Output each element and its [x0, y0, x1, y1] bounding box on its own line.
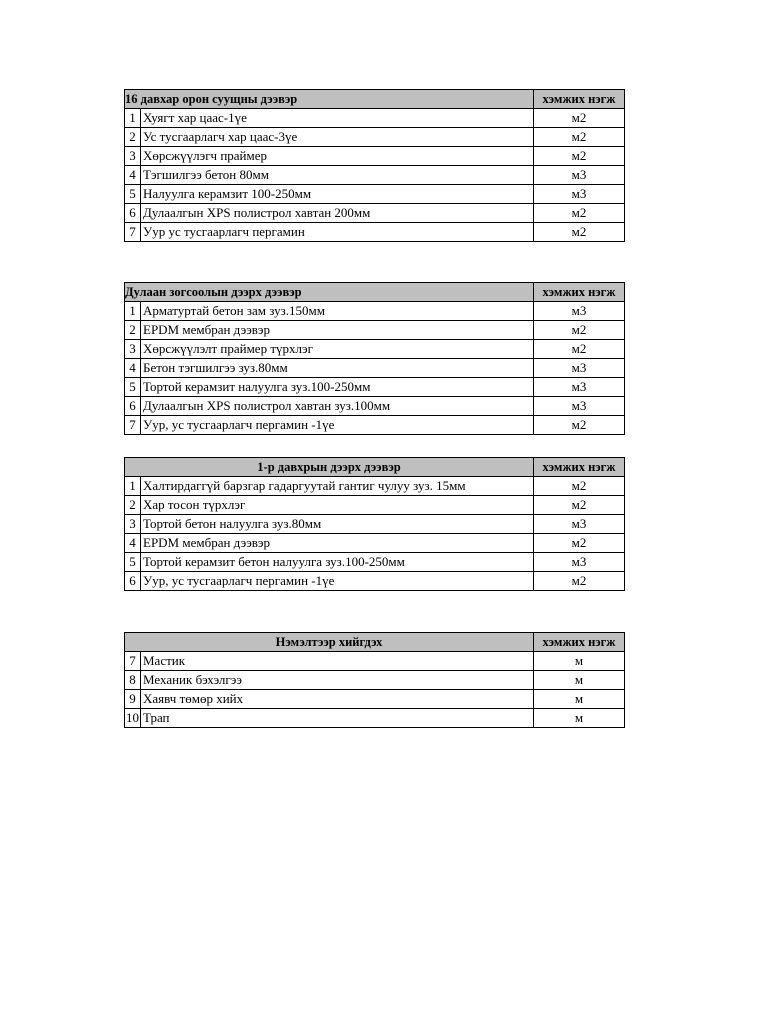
row-number: 9 [125, 690, 141, 709]
row-item-name: Тортой бетон налуулга зуз.80мм [141, 515, 534, 534]
row-number: 1 [125, 109, 141, 128]
row-item-name: Уур, ус тусгаарлагч пергамин -1үе [141, 416, 534, 435]
table-row [125, 204, 625, 223]
unit-column-header: хэмжих нэгж [534, 633, 625, 652]
table-row [125, 147, 625, 166]
row-number: 1 [125, 477, 141, 496]
table-row [125, 185, 625, 204]
row-number: 3 [125, 515, 141, 534]
row-number: 5 [125, 185, 141, 204]
table-row [125, 572, 625, 591]
row-number: 5 [125, 553, 141, 572]
table-row [125, 128, 625, 147]
row-item-name: Тэгшилгээ бетон 80мм [141, 166, 534, 185]
row-unit: м2 [534, 572, 625, 591]
table-row [125, 397, 625, 416]
row-unit: м2 [534, 223, 625, 242]
row-number: 3 [125, 147, 141, 166]
row-number: 4 [125, 166, 141, 185]
roof-table-16-floor [124, 89, 625, 242]
row-item-name: Бетон тэгшилгээ зуз.80мм [141, 359, 534, 378]
row-item-name: Арматуртай бетон зам зуз.150мм [141, 302, 534, 321]
table-row [125, 671, 625, 690]
row-item-name: Механик бэхэлгээ [141, 671, 534, 690]
table-row [125, 416, 625, 435]
row-item-name: Уур, ус тусгаарлагч пергамин -1үе [141, 572, 534, 591]
unit-column-header: хэмжих нэгж [534, 90, 625, 109]
row-item-name: Налуулга керамзит 100-250мм [141, 185, 534, 204]
row-item-name: Хуягт хар цаас-1үе [141, 109, 534, 128]
table-row [125, 709, 625, 728]
table-title: Нэмэлтээр хийгдэх [125, 633, 534, 652]
row-item-name: Тортой керамзит бетон налуулга зуз.100-250мм [141, 553, 534, 572]
row-number: 10 [125, 709, 141, 728]
row-unit: м3 [534, 166, 625, 185]
row-number: 2 [125, 128, 141, 147]
row-item-name: EPDM мембран дээвэр [141, 321, 534, 340]
roof-table-first-floor [124, 457, 625, 591]
table-title: 16 давхар орон суущны дээвэр [125, 90, 534, 109]
row-unit: м2 [534, 321, 625, 340]
row-number: 2 [125, 321, 141, 340]
row-unit: м2 [534, 496, 625, 515]
row-unit: м2 [534, 416, 625, 435]
table-row [125, 690, 625, 709]
table-row [125, 340, 625, 359]
row-unit: м2 [534, 147, 625, 166]
row-item-name: Уур ус тусгаарлагч пергамин [141, 223, 534, 242]
row-item-name: EPDM мембран дээвэр [141, 534, 534, 553]
row-unit: м3 [534, 359, 625, 378]
row-number: 7 [125, 652, 141, 671]
row-item-name: Халтирдаггүй барзгар гадаргуутай гантиг чулуу зуз. 15мм [141, 477, 534, 496]
row-number: 8 [125, 671, 141, 690]
row-unit: м2 [534, 477, 625, 496]
row-item-name: Трап [141, 709, 534, 728]
table-row [125, 477, 625, 496]
table-row [125, 359, 625, 378]
row-unit: м3 [534, 515, 625, 534]
table-title: Дулаан зогсоолын дээрх дээвэр [125, 283, 534, 302]
row-number: 6 [125, 204, 141, 223]
roof-table-heated-parking [124, 282, 625, 435]
table-row [125, 109, 625, 128]
additional-works-table [124, 632, 625, 728]
row-number: 4 [125, 359, 141, 378]
table-row [125, 515, 625, 534]
row-item-name: Хөрсжүүлэгч праймер [141, 147, 534, 166]
table-header-row [125, 458, 625, 477]
row-unit: м2 [534, 128, 625, 147]
table-row [125, 321, 625, 340]
table-row [125, 302, 625, 321]
row-item-name: Тортой керамзит налуулга зуз.100-250мм [141, 378, 534, 397]
row-unit: м3 [534, 302, 625, 321]
table-row [125, 553, 625, 572]
row-item-name: Ус тусгаарлагч хар цаас-3үе [141, 128, 534, 147]
table-title: 1-р давхрын дээрх дээвэр [125, 458, 534, 477]
table-row [125, 652, 625, 671]
row-number: 7 [125, 223, 141, 242]
unit-column-header: хэмжих нэгж [534, 283, 625, 302]
table-row [125, 496, 625, 515]
row-item-name: Дулаалгын XPS полистрол хавтан 200мм [141, 204, 534, 223]
row-unit: м2 [534, 340, 625, 359]
row-number: 3 [125, 340, 141, 359]
row-unit: м [534, 671, 625, 690]
row-item-name: Мастик [141, 652, 534, 671]
row-item-name: Хар тосон түрхлэг [141, 496, 534, 515]
table-row [125, 166, 625, 185]
row-number: 4 [125, 534, 141, 553]
table-header-row [125, 283, 625, 302]
unit-column-header: хэмжих нэгж [534, 458, 625, 477]
row-unit: м [534, 652, 625, 671]
table-row [125, 534, 625, 553]
row-unit: м3 [534, 553, 625, 572]
row-number: 1 [125, 302, 141, 321]
row-unit: м3 [534, 185, 625, 204]
row-number: 5 [125, 378, 141, 397]
row-unit: м [534, 690, 625, 709]
table-row [125, 223, 625, 242]
row-number: 7 [125, 416, 141, 435]
row-number: 6 [125, 397, 141, 416]
row-number: 6 [125, 572, 141, 591]
table-header-row [125, 90, 625, 109]
table-row [125, 378, 625, 397]
table-header-row [125, 633, 625, 652]
row-unit: м3 [534, 378, 625, 397]
row-unit: м2 [534, 204, 625, 223]
row-unit: м2 [534, 534, 625, 553]
row-unit: м3 [534, 397, 625, 416]
row-item-name: Хаявч төмөр хийх [141, 690, 534, 709]
row-number: 2 [125, 496, 141, 515]
row-unit: м2 [534, 109, 625, 128]
row-item-name: Хөрсжүүлэлт праймер түрхлэг [141, 340, 534, 359]
row-unit: м [534, 709, 625, 728]
row-item-name: Дулаалгын XPS полистрол хавтан зуз.100мм [141, 397, 534, 416]
